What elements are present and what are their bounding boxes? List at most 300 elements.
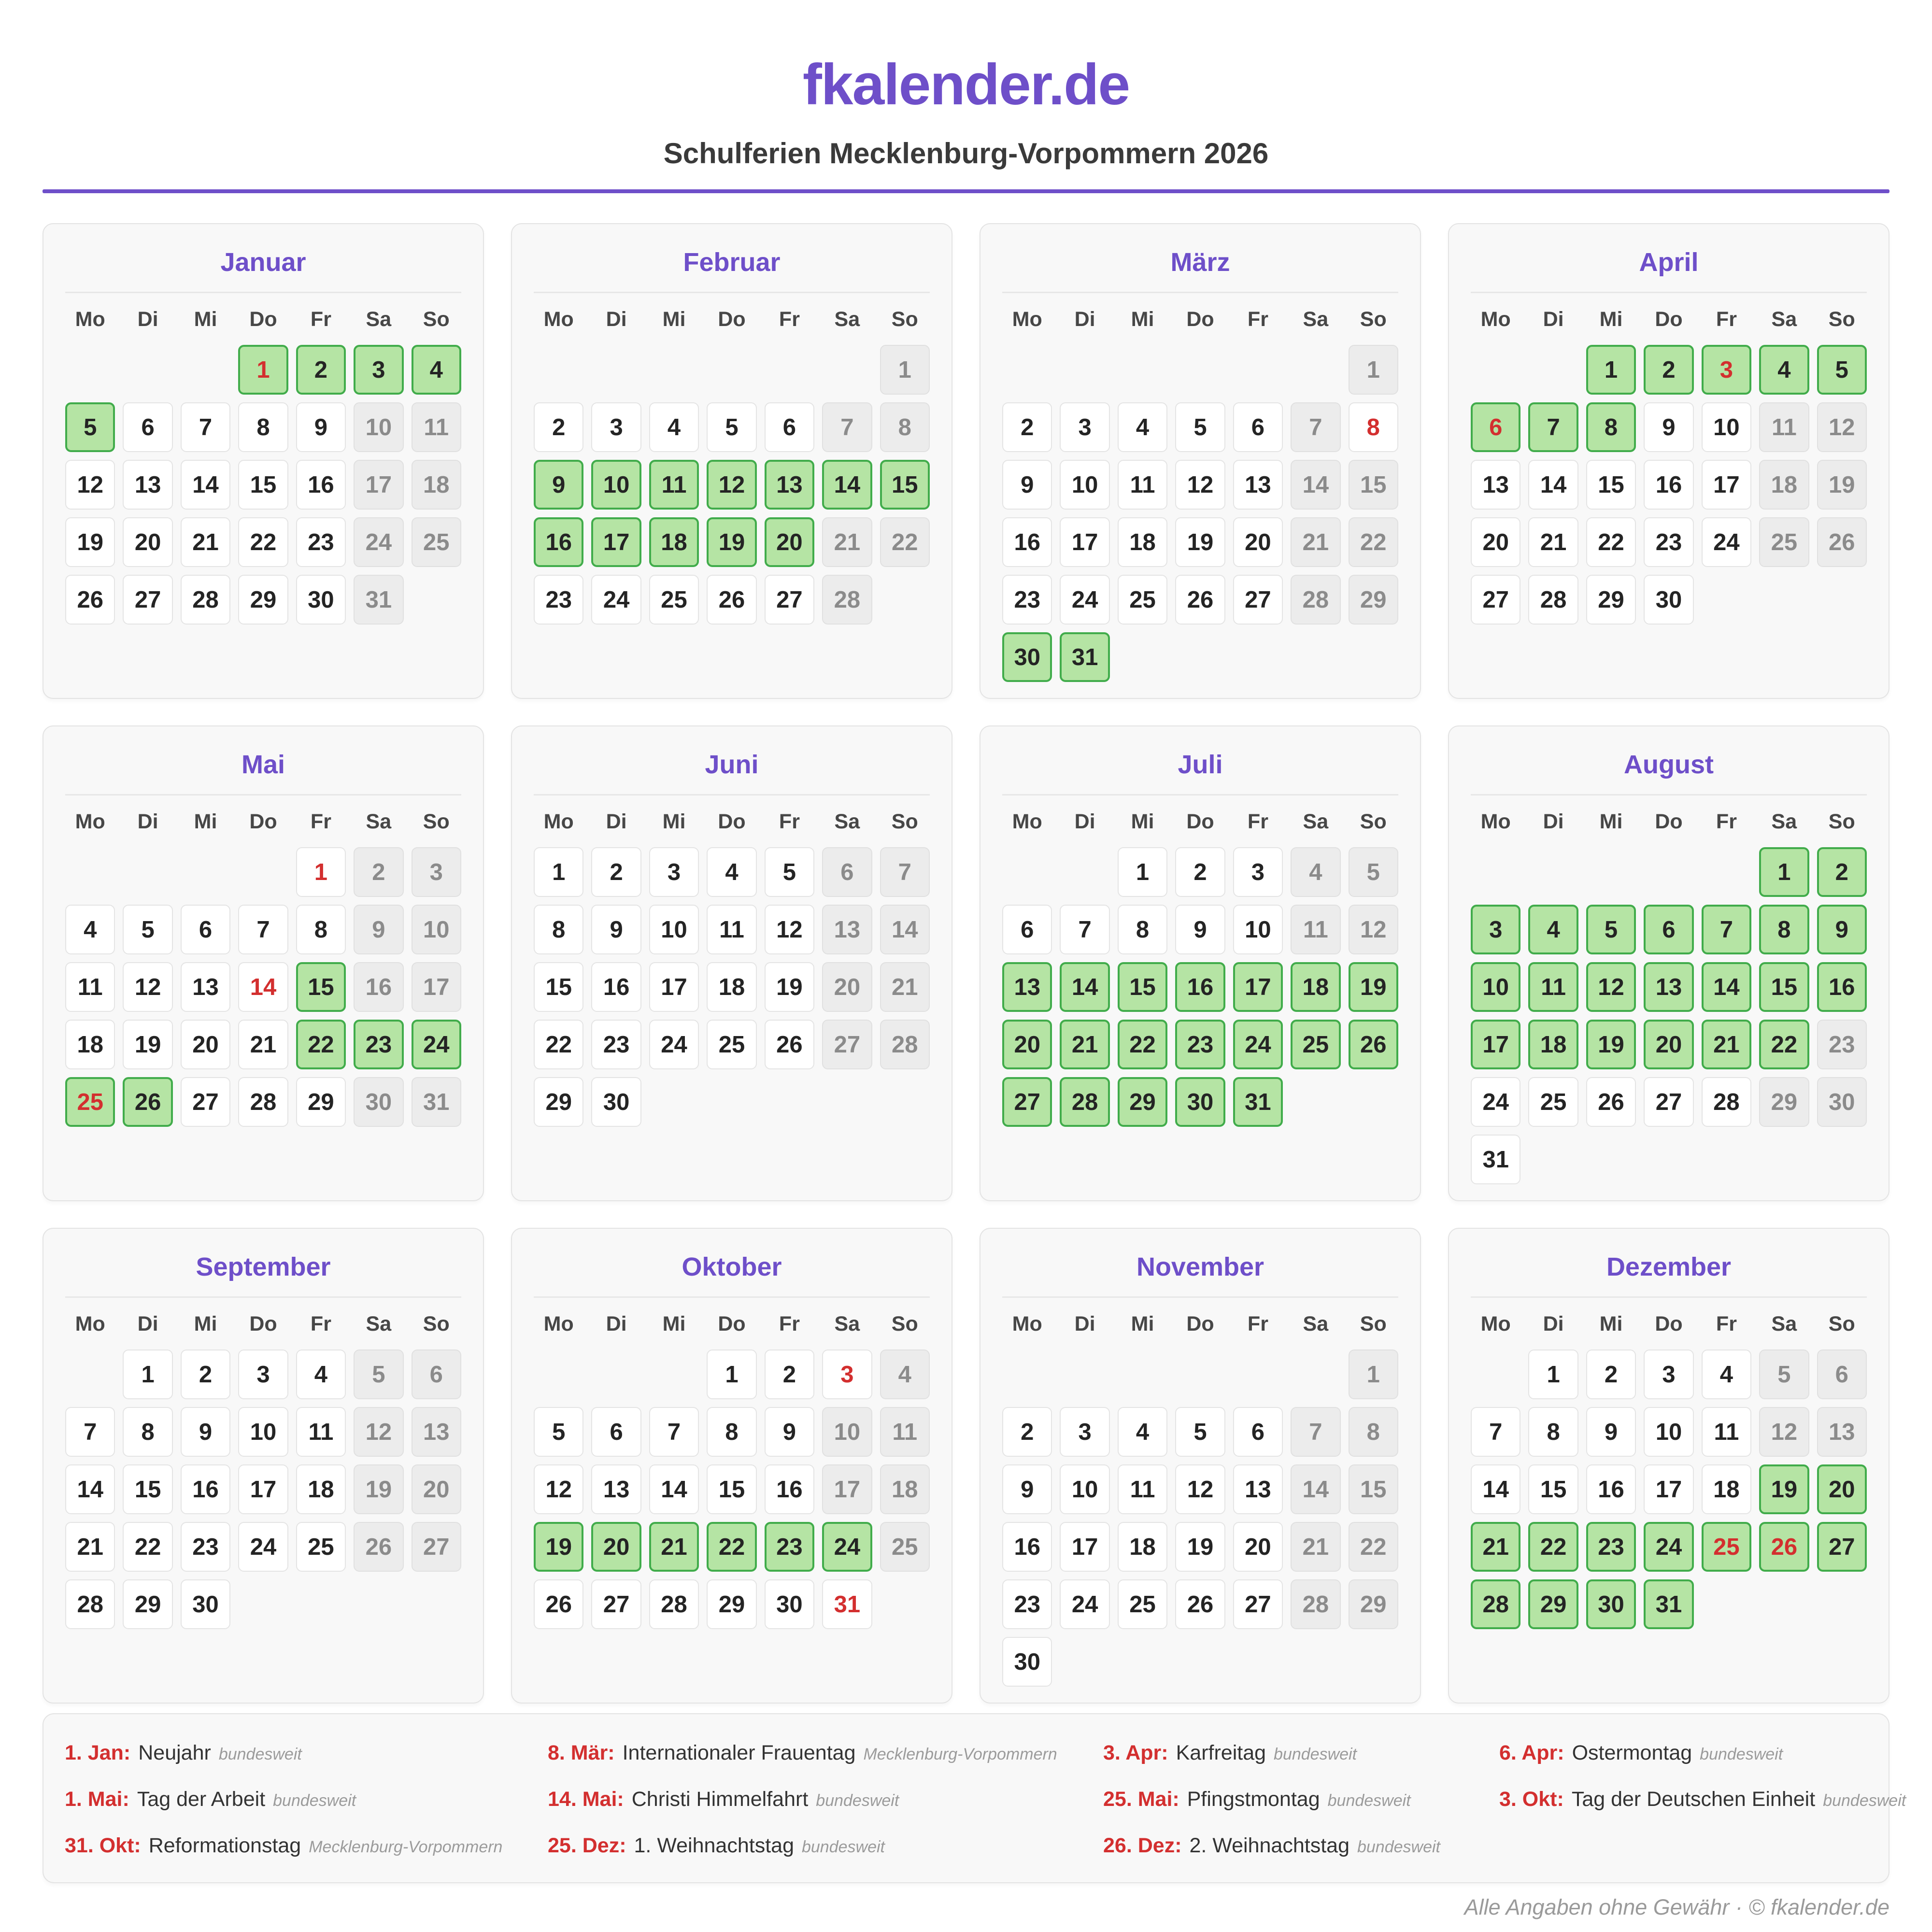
day-cell: 6 [765,402,814,452]
day-cell: 28 [649,1579,699,1629]
legend-region: bundesweit [273,1791,356,1810]
weekday-label: Mo [543,810,574,833]
day-cell: 13 [1233,460,1283,510]
weekday-label: Fr [779,308,800,331]
day-cell: 7 [1528,402,1578,452]
legend-date: 1. Jan: [65,1741,131,1764]
day-cell: 5 [1586,905,1636,954]
day-cell: 3 [354,345,403,395]
day-grid [65,1350,461,1629]
weekday-label: Do [1655,1312,1683,1335]
weekday-label: Mi [662,308,686,331]
day-cell: 22 [880,517,930,567]
month-title-divider [534,794,930,796]
day-cell: 20 [1471,517,1520,567]
day-cell: 4 [412,345,461,395]
day-cell: 24 [1060,575,1109,625]
day-cell: 25 [707,1020,756,1069]
day-cell: 21 [181,517,230,567]
day-cell: 20 [822,962,872,1012]
day-cell: 17 [649,962,699,1012]
day-cell: 12 [765,905,814,954]
day-cell: 24 [238,1522,288,1572]
legend-date: 31. Okt: [65,1833,141,1857]
weekday-label: Sa [834,1312,860,1335]
weekday-label: Di [137,1312,158,1335]
weekday-label: Do [1655,308,1683,331]
day-cell: 16 [354,962,403,1012]
day-cell: 31 [1233,1077,1283,1127]
day-cell: 26 [1586,1077,1636,1127]
day-cell: 10 [1060,460,1109,510]
month-card-april [1448,223,1889,699]
day-cell: 12 [65,460,115,510]
day-cell: 28 [880,1020,930,1069]
day-cell: 28 [238,1077,288,1127]
month-card-januar [43,223,484,699]
weekday-header-row [1471,308,1867,331]
day-grid [1471,345,1867,625]
day-cell: 10 [354,402,403,452]
weekday-label: So [1360,810,1387,833]
day-cell: 27 [591,1579,641,1629]
weekday-label: Mi [1599,1312,1623,1335]
day-cell: 15 [1118,962,1167,1012]
day-cell: 11 [1528,962,1578,1012]
weekday-label: Mi [1599,308,1623,331]
day-cell: 14 [649,1464,699,1514]
day-cell: 1 [238,345,288,395]
month-title-divider [1471,292,1867,293]
day-cell: 29 [1349,575,1398,625]
day-cell: 27 [123,575,172,625]
legend-item [1103,1788,1499,1811]
day-cell: 16 [534,517,583,567]
day-cell: 9 [1175,905,1225,954]
day-cell: 16 [1175,962,1225,1012]
day-cell: 28 [181,575,230,625]
day-cell: 8 [707,1407,756,1457]
day-cell: 24 [1471,1077,1520,1127]
day-cell: 17 [1471,1020,1520,1069]
day-cell: 1 [707,1350,756,1399]
day-cell: 9 [591,905,641,954]
legend-item [1499,1788,1906,1811]
day-cell: 12 [1175,1464,1225,1514]
day-cell: 17 [822,1464,872,1514]
day-cell: 29 [238,575,288,625]
day-cell: 20 [1233,517,1283,567]
weekday-label: Fr [310,1312,331,1335]
day-cell: 19 [1349,962,1398,1012]
legend-date: 14. Mai: [548,1787,624,1811]
day-cell: 8 [123,1407,172,1457]
weekday-label: Mo [1480,810,1511,833]
day-cell: 26 [65,575,115,625]
day-cell: 20 [765,517,814,567]
day-cell: 6 [591,1407,641,1457]
day-cell: 28 [1702,1077,1751,1127]
day-cell: 22 [296,1020,346,1069]
day-cell: 24 [649,1020,699,1069]
day-cell: 31 [354,575,403,625]
legend-item [65,1741,548,1765]
legend-holiday-name: 1. Weihnachtstag [634,1833,794,1857]
day-cell: 16 [1002,517,1052,567]
legend-region: bundesweit [1700,1745,1783,1763]
day-cell: 4 [1528,905,1578,954]
day-cell: 7 [649,1407,699,1457]
legend-item [548,1788,1103,1811]
day-cell: 25 [1528,1077,1578,1127]
day-cell: 7 [1702,905,1751,954]
day-cell: 25 [649,575,699,625]
day-cell: 11 [296,1407,346,1457]
day-cell: 19 [534,1522,583,1572]
legend-date: 25. Dez: [548,1833,626,1857]
legend-region: Mecklenburg-Vorpommern [309,1837,503,1856]
day-cell: 26 [123,1077,172,1127]
day-cell: 30 [1817,1077,1867,1127]
weekday-label: Sa [366,1312,392,1335]
month-card-juli [980,725,1421,1201]
day-cell: 26 [1759,1522,1809,1572]
day-cell: 12 [354,1407,403,1457]
day-cell: 26 [765,1020,814,1069]
month-card-juni [511,725,952,1201]
legend-holiday-name: Reformationstag [148,1833,301,1857]
day-cell: 25 [296,1522,346,1572]
day-cell: 12 [1586,962,1636,1012]
weekday-label: Di [1074,810,1095,833]
day-cell: 19 [1759,1464,1809,1514]
day-cell: 5 [1759,1350,1809,1399]
legend-holiday-name: Karfreitag [1176,1741,1266,1764]
legend-item [1103,1741,1499,1765]
day-cell: 8 [1528,1407,1578,1457]
day-cell: 7 [1060,905,1109,954]
day-cell: 1 [1759,847,1809,897]
day-cell: 27 [822,1020,872,1069]
weekday-label: Di [137,308,158,331]
day-cell: 13 [1002,962,1052,1012]
day-cell: 25 [1702,1522,1751,1572]
weekday-label: Sa [834,308,860,331]
day-cell: 28 [1291,1579,1340,1629]
day-cell: 8 [296,905,346,954]
day-cell: 3 [1060,1407,1109,1457]
day-cell: 30 [1644,575,1693,625]
weekday-label: So [1360,308,1387,331]
day-cell: 9 [1817,905,1867,954]
day-cell: 30 [181,1579,230,1629]
day-cell: 20 [1233,1522,1283,1572]
day-cell: 18 [880,1464,930,1514]
day-cell: 29 [534,1077,583,1127]
day-cell: 6 [1233,1407,1283,1457]
day-cell: 23 [1002,575,1052,625]
day-cell: 9 [354,905,403,954]
weekday-label: Sa [1771,810,1797,833]
day-cell: 14 [65,1464,115,1514]
day-cell: 13 [1471,460,1520,510]
weekday-label: So [891,1312,918,1335]
day-cell: 29 [123,1579,172,1629]
day-cell: 18 [1759,460,1809,510]
day-cell: 10 [1702,402,1751,452]
day-cell: 8 [880,402,930,452]
day-cell: 15 [880,460,930,510]
day-cell: 3 [238,1350,288,1399]
day-cell: 15 [1759,962,1809,1012]
site-logo[interactable]: fkalender.de [802,52,1130,117]
day-cell: 25 [1759,517,1809,567]
day-grid [534,345,930,625]
weekday-label: So [423,1312,450,1335]
day-cell: 15 [123,1464,172,1514]
weekday-label: Di [1543,1312,1564,1335]
weekday-label: Do [1655,810,1683,833]
weekday-label: Fr [1716,1312,1737,1335]
day-cell: 2 [1002,402,1052,452]
weekday-label: So [1360,1312,1387,1335]
day-cell: 8 [1586,402,1636,452]
day-cell: 14 [238,962,288,1012]
weekday-label: Mi [662,1312,686,1335]
day-cell: 9 [181,1407,230,1457]
day-cell: 10 [1060,1464,1109,1514]
weekday-label: Mi [1131,810,1154,833]
day-cell: 7 [181,402,230,452]
day-cell: 10 [591,460,641,510]
weekday-label: Mo [75,308,105,331]
day-cell: 30 [1175,1077,1225,1127]
month-title-divider [65,794,461,796]
weekday-label: Mi [1131,308,1154,331]
day-cell: 18 [707,962,756,1012]
day-cell: 2 [354,847,403,897]
day-cell: 22 [1118,1020,1167,1069]
day-cell: 12 [1175,460,1225,510]
weekday-label: Mi [194,308,217,331]
day-cell: 4 [1702,1350,1751,1399]
day-cell: 14 [1702,962,1751,1012]
day-cell: 4 [1291,847,1340,897]
day-cell: 3 [1233,847,1283,897]
day-cell: 19 [123,1020,172,1069]
day-cell: 30 [591,1077,641,1127]
day-cell: 20 [181,1020,230,1069]
day-cell: 18 [296,1464,346,1514]
legend-region: bundesweit [801,1837,885,1856]
day-cell: 11 [880,1407,930,1457]
day-cell: 11 [649,460,699,510]
day-cell: 28 [822,575,872,625]
day-cell: 3 [412,847,461,897]
day-cell: 14 [1471,1464,1520,1514]
weekday-label: Di [1074,1312,1095,1335]
day-cell: 5 [534,1407,583,1457]
weekday-label: Do [1186,308,1214,331]
day-cell: 27 [1644,1077,1693,1127]
day-cell: 12 [1817,402,1867,452]
day-cell: 9 [1002,460,1052,510]
weekday-label: Fr [779,810,800,833]
day-cell: 23 [1586,1522,1636,1572]
day-cell: 16 [1644,460,1693,510]
day-cell: 11 [707,905,756,954]
legend-date: 26. Dez: [1103,1833,1182,1857]
day-cell: 3 [591,402,641,452]
day-cell: 8 [238,402,288,452]
day-cell: 9 [1644,402,1693,452]
day-cell: 21 [1702,1020,1751,1069]
weekday-label: Di [1543,810,1564,833]
legend-holiday-name: Neujahr [138,1741,211,1764]
weekday-label: Mo [1012,1312,1042,1335]
month-title: Februar [683,248,781,277]
day-cell: 19 [707,517,756,567]
day-cell: 30 [1586,1579,1636,1629]
day-cell: 27 [1817,1522,1867,1572]
day-cell: 5 [765,847,814,897]
day-cell: 13 [765,460,814,510]
day-cell: 21 [880,962,930,1012]
day-cell: 23 [181,1522,230,1572]
footer-note: Alle Angaben ohne Gewähr · © fkalender.de [1464,1895,1889,1919]
day-cell: 26 [354,1522,403,1572]
day-grid [1471,847,1867,1184]
day-cell: 14 [822,460,872,510]
day-cell: 23 [296,517,346,567]
legend-date: 3. Okt: [1499,1787,1564,1811]
day-cell: 15 [296,962,346,1012]
day-cell: 23 [1817,1020,1867,1069]
weekday-label: So [891,810,918,833]
day-cell: 13 [591,1464,641,1514]
day-cell: 20 [1644,1020,1693,1069]
month-title: November [1136,1252,1264,1281]
legend-holiday-name: Tag der Arbeit [137,1787,266,1811]
day-cell: 21 [1528,517,1578,567]
weekday-label: Di [1543,308,1564,331]
day-cell: 13 [181,962,230,1012]
day-cell: 4 [649,402,699,452]
day-cell: 25 [1118,575,1167,625]
weekday-label: Sa [1303,810,1329,833]
legend-date: 6. Apr: [1499,1741,1564,1764]
day-cell: 6 [412,1350,461,1399]
day-cell: 17 [1060,1522,1109,1572]
weekday-label: Di [606,308,627,331]
weekday-label: So [1828,810,1855,833]
month-title: Juni [705,750,759,779]
months-grid [43,223,1889,1704]
weekday-label: Fr [1247,810,1268,833]
accent-divider [43,189,1889,193]
day-cell: 1 [1586,345,1636,395]
day-cell: 7 [238,905,288,954]
day-cell: 19 [1175,517,1225,567]
day-cell: 24 [354,517,403,567]
day-cell: 13 [123,460,172,510]
day-grid [65,847,461,1127]
weekday-label: Di [606,1312,627,1335]
weekday-label: So [1828,308,1855,331]
day-cell: 16 [765,1464,814,1514]
legend-region: bundesweit [1274,1745,1357,1763]
weekday-label: Sa [366,810,392,833]
day-cell: 18 [1702,1464,1751,1514]
day-cell: 2 [1175,847,1225,897]
day-cell: 11 [1702,1407,1751,1457]
day-cell: 22 [123,1522,172,1572]
month-title: September [196,1252,331,1281]
day-cell: 19 [1817,460,1867,510]
day-grid [1002,345,1398,682]
weekday-label: Di [1074,308,1095,331]
month-title: März [1170,248,1230,277]
day-cell: 29 [1118,1077,1167,1127]
day-cell: 23 [591,1020,641,1069]
weekday-label: Mi [194,1312,217,1335]
weekday-label: Sa [1303,308,1329,331]
day-cell: 10 [1471,962,1520,1012]
legend-region: bundesweit [1327,1791,1411,1810]
day-cell: 25 [1291,1020,1340,1069]
day-cell: 21 [1291,1522,1340,1572]
day-cell: 23 [1644,517,1693,567]
day-grid [534,1350,930,1629]
day-cell: 3 [822,1350,872,1399]
day-cell: 7 [1471,1407,1520,1457]
day-cell: 6 [181,905,230,954]
day-cell: 22 [1349,517,1398,567]
day-cell: 24 [1233,1020,1283,1069]
day-cell: 12 [707,460,756,510]
day-cell: 25 [880,1522,930,1572]
weekday-label: So [423,308,450,331]
weekday-label: Mi [662,810,686,833]
day-cell: 11 [1118,460,1167,510]
day-cell: 13 [1817,1407,1867,1457]
weekday-label: Fr [310,308,331,331]
day-cell: 31 [1471,1135,1520,1184]
weekday-header-row [65,810,461,834]
day-cell: 2 [1586,1350,1636,1399]
month-title: Juli [1178,750,1223,779]
day-cell: 5 [65,402,115,452]
day-cell: 5 [354,1350,403,1399]
weekday-label: Do [1186,810,1214,833]
day-cell: 1 [1528,1350,1578,1399]
day-cell: 23 [1002,1579,1052,1629]
day-cell: 10 [1233,905,1283,954]
day-cell: 25 [65,1077,115,1127]
day-cell: 3 [649,847,699,897]
day-cell: 2 [1002,1407,1052,1457]
weekday-label: Do [718,810,746,833]
day-cell: 4 [1118,1407,1167,1457]
day-cell: 29 [1759,1077,1809,1127]
day-grid [65,345,461,625]
weekday-label: Fr [310,810,331,833]
day-cell: 13 [822,905,872,954]
day-cell: 25 [412,517,461,567]
day-cell: 15 [1349,1464,1398,1514]
day-cell: 11 [65,962,115,1012]
weekday-label: Mi [1131,1312,1154,1335]
